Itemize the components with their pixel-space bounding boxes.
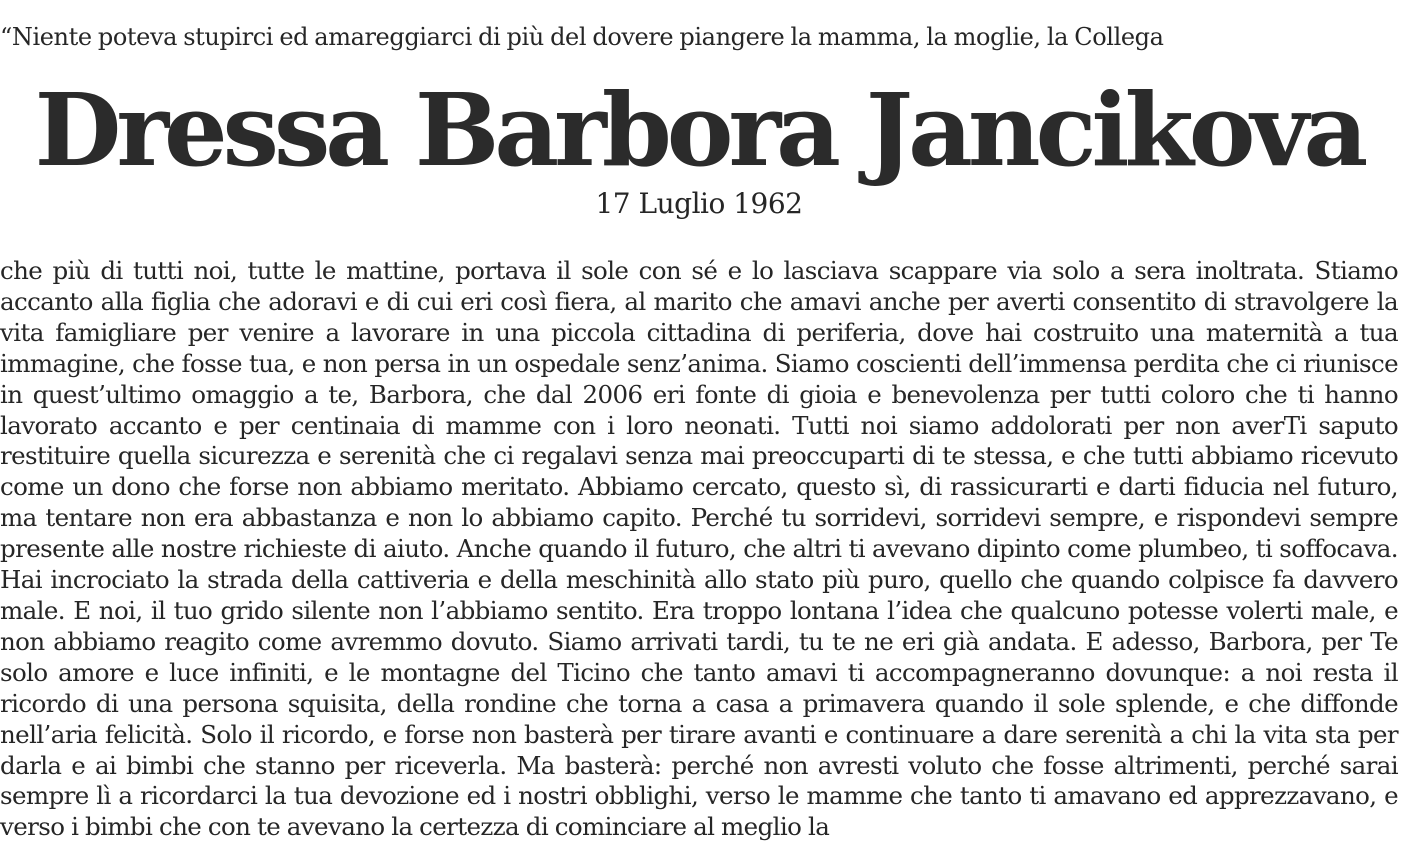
birth-date: 17 Luglio 1962 bbox=[595, 187, 803, 220]
intro-quote-line: “Niente poteva stupirci ed amareggiarci di più del dovere piangere la mamma, la moglie, la Collega bbox=[0, 23, 1164, 51]
obituary-body-text: che più di tutti noi, tutte le mattine, portava il sole con sé e lo lasciava scappare via solo a sera inoltrata. Stiamo accanto alla figlia che adoravi e di cui eri così fiera, al marito che amavi anche per averti consentito di stravolgere la vita famigliare per venire a lavorare in una piccola cittadina di periferia, dove hai costruito una maternità a tua immagine, che fosse tua, e non persa in un ospedale senz’anima. Siamo coscienti dell’immensa perdita che ci riunisce in quest’ultimo omaggio a te, Barbora, che dal 2006 eri fonte di gioia e benevolenza per tutti coloro che ti hanno lavorato accanto e per centinaia di mamme con i loro neonati. Tutti noi siamo addolorati per non averTi saputo restituire quella sicurezza e serenità che ci regalavi senza mai preoccuparti di te stessa, e che tutti abbiamo ricevuto come un dono che forse non abbiamo meritato. Abbiamo cercato, questo sì, di rassicurarti e darti fiducia nel futuro, ma tentare non era abbastanza e non lo abbiamo capito. Perché tu sorridevi, sorridevi sempre, e rispondevi sempre presente alle nostre richieste di aiuto. Anche quando il futuro, che altri ti avevano dipinto come plumbeo, ti soffocava. Hai incrociato la strada della cattiveria e della meschinità allo stato più puro, quello che quando colpisce fa davvero male. E noi, il tuo grido silente non l’abbiamo sentito. Era troppo lontana l’idea che qualcuno potesse volerti male, e non abbiamo reagito come avremmo dovuto. Siamo arrivati tardi, tu te ne eri già andata. E adesso, Barbora, per Te solo amore e luce infiniti, e le montagne del Ticino che tanto amavi ti accompagneranno dovunque: a noi resta il ricordo di una persona squisita, della rondine che torna a casa a primavera quando il sole splende, e che diffonde nell’aria felicità. Solo il ricordo, e forse non basterà per tirare avanti e continuare a dare serenità a chi la vita sta per darla e ai bimbi che stanno per riceverla. Ma basterà: perché non avresti voluto che fosse altrimenti, perché sarai sempre lì a ricordarci la tua devozione ed i nostri obblighi, verso le mamme che tanto ti amavano ed apprezzavano, e verso i bimbi che con te avevano la certezza di cominciare al meglio la bbox=[0, 256, 1398, 842]
deceased-name-heading: Dressa Barbora Jancikova bbox=[34, 71, 1364, 189]
